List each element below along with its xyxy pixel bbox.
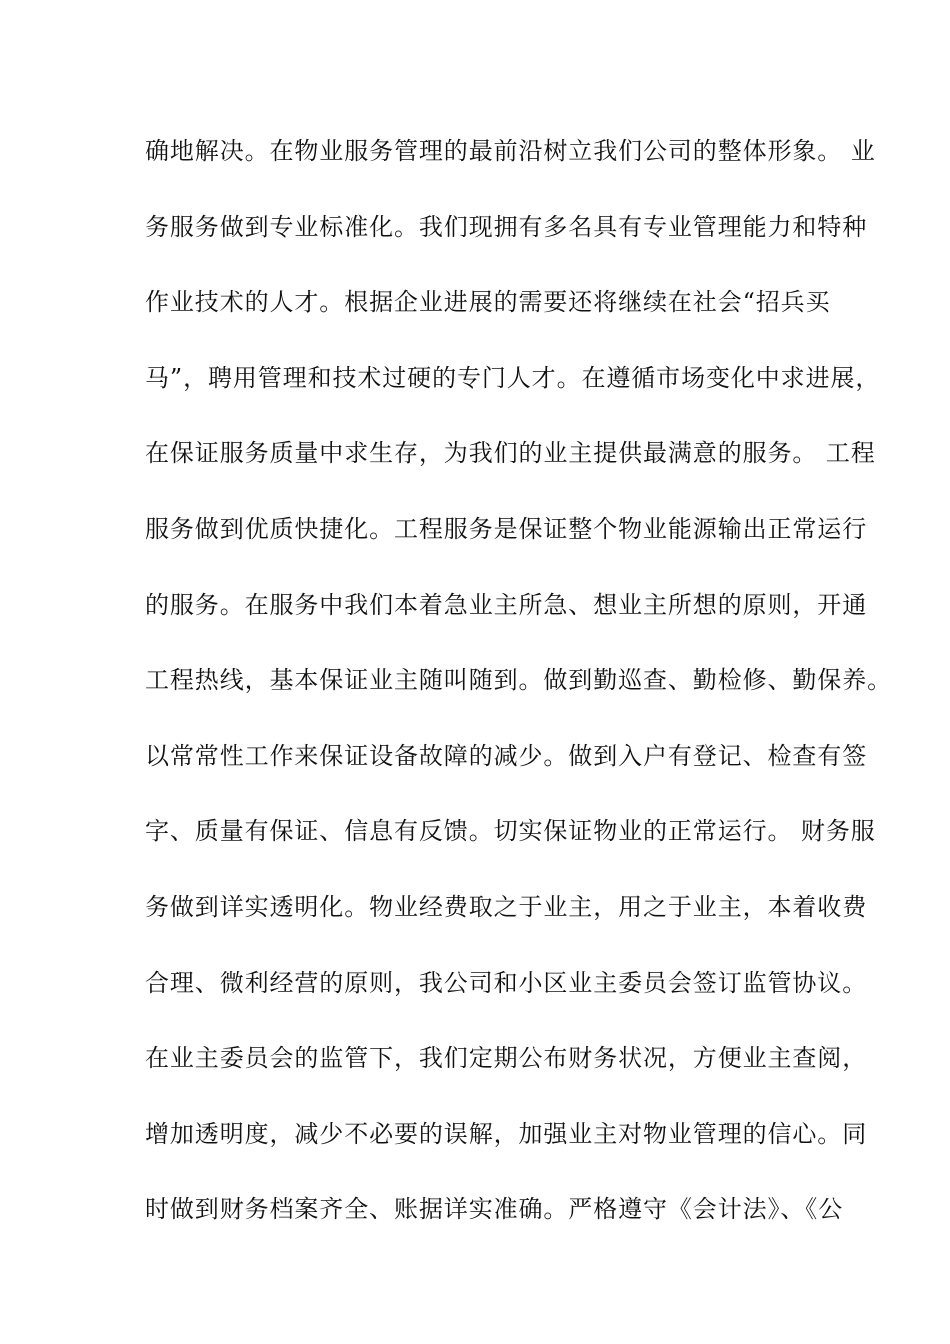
text-line-10: 字、质量有保证、信息有反馈。切实保证物业的正常运行。 财务服 (145, 817, 876, 846)
text-line-2: 务服务做到专业标准化。我们现拥有多名具有专业管理能力和特种 (145, 212, 868, 241)
text-line-5: 在保证服务质量中求生存，为我们的业主提供最满意的服务。 工程 (145, 439, 876, 468)
text-line-3: 作业技术的人才。根据企业进展的需要还将继续在社会“招兵买 (145, 288, 831, 317)
text-line-7: 的服务。在服务中我们本着急业主所急、想业主所想的原则，开通 (145, 590, 868, 619)
text-line-14: 增加透明度，减少不必要的误解，加强业主对物业管理的信心。同 (145, 1119, 868, 1148)
body-text (145, 128, 892, 1262)
text-line-12: 合理、微利经营的原则，我公司和小区业主委员会签订监管协议。 (145, 968, 868, 997)
text-line-9: 以常常性工作来保证设备故障的减少。做到入户有登记、检查有签 (145, 741, 868, 770)
text-line-8: 工程热线，基本保证业主随叫随到。做到勤巡查、勤检修、勤保养。 (145, 666, 892, 695)
text-line-11: 务做到详实透明化。物业经费取之于业主，用之于业主，本着收费 (145, 892, 868, 921)
text-line-13: 在业主委员会的监管下，我们定期公布财务状况，方便业主查阅， (145, 1044, 868, 1073)
text-line-1: 确地解决。在物业服务管理的最前沿树立我们公司的整体形象。 业 (145, 137, 876, 165)
text-line-15: 时做到财务档案齐全、账据详实准确。严格遵守《会计法》、《公 (145, 1195, 844, 1224)
text-line-4: 马”，聘用管理和技术过硬的专门人才。在遵循市场变化中求进展， (145, 363, 881, 392)
text-line-6: 服务做到优质快捷化。工程服务是保证整个物业能源输出正常运行 (145, 514, 868, 543)
